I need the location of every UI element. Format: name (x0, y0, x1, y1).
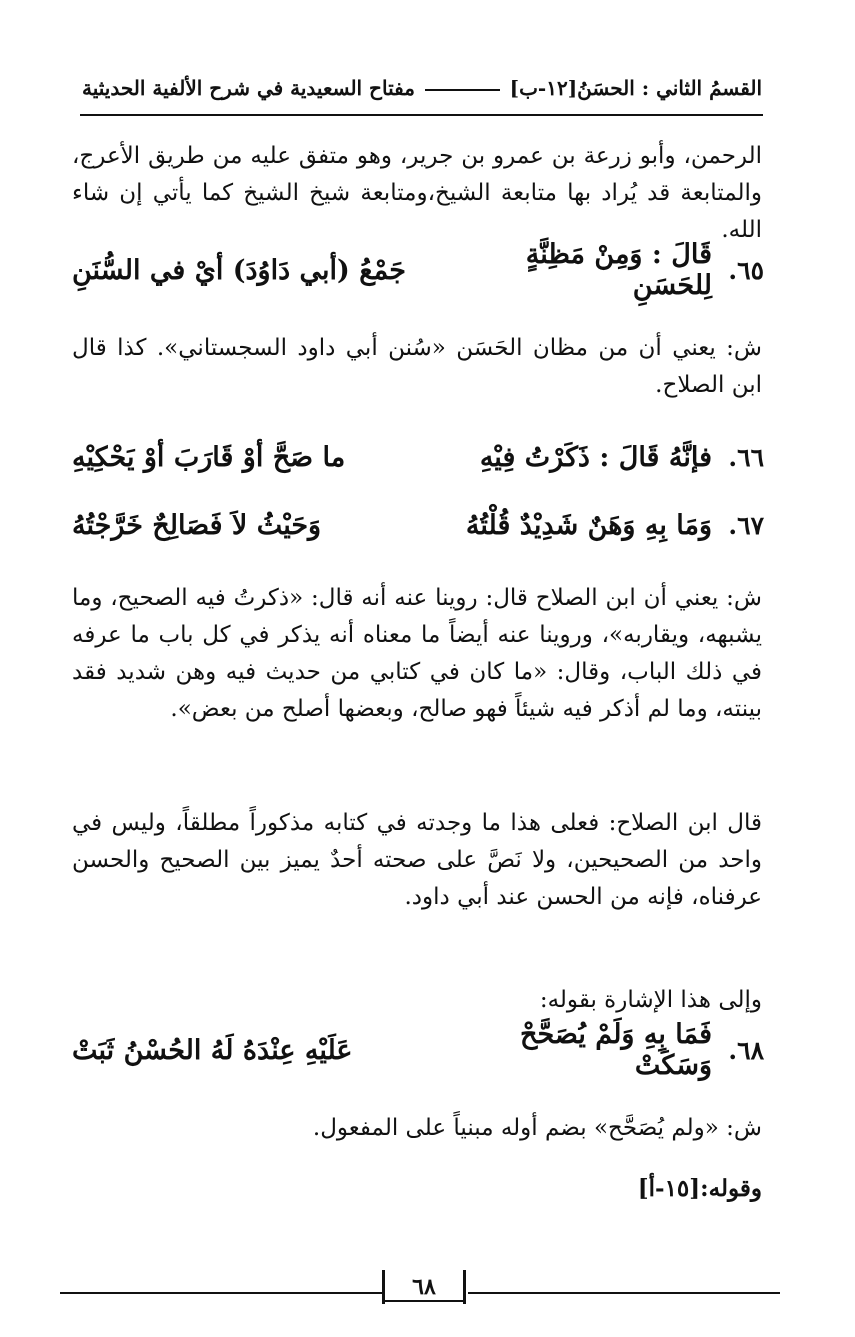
verse-number: ٦٦. (728, 442, 764, 472)
footer-rule-right (468, 1292, 780, 1294)
verse-first-hemistich: فإنَّهُ قَالَ : ذَكَرْتُ فِيْهِ (479, 441, 712, 473)
verse-first-hemistich: وَمَا بِهِ وَهَنٌ شَدِيْدٌ قُلْتُهُ (465, 509, 712, 541)
verse-second-hemistich: وَحَيْثُ لاَ فَصَالِحٌ خَرَّجْتُهُ (72, 509, 322, 541)
paragraph-6: ش: «ولم يُصَحَّح» بضم أوله مبنياً على المفعول. (312, 1115, 762, 1141)
verse-66 (72, 432, 764, 482)
header-rule (80, 114, 763, 116)
book-title: مفتاح السعيدية في شرح الألفية الحديثية (82, 76, 415, 100)
section-title: القسمُ الثاني : الحسَنُ[١٢-ب] (509, 76, 762, 100)
header-dash-line (425, 89, 500, 91)
verse-68 (72, 1019, 764, 1081)
verse-number: ٦٥. (728, 255, 764, 285)
verse-first-hemistich: قَالَ : وَمِنْ مَظِنَّةٍ لِلحَسَنِ (525, 239, 712, 301)
page-number: ٦٨ (412, 1274, 436, 1300)
verse-67 (72, 500, 764, 550)
verse-second-hemistich: جَمْعُ (أبي دَاوُدَ) أيْ في السُّنَنِ (72, 254, 406, 286)
page-number-box (382, 1270, 466, 1304)
paragraph-2: ش: يعني أن من مظان الحَسَن «سُنن أبي داود السجستاني». كذا قال ابن الصلاح. (72, 335, 762, 398)
verse-number: ٦٧. (728, 510, 764, 540)
page-footer (60, 1274, 780, 1308)
subheading: وقوله:[١٥-أ] (637, 1175, 762, 1202)
verse-second-hemistich: عَلَيْهِ عِنْدَهُ لَهُ الحُسْنُ ثَبَتْ (72, 1034, 353, 1066)
paragraph-5: وإلى هذا الإشارة بقوله: (539, 987, 762, 1013)
verse-first-hemistich: فَمَا بِهِ وَلَمْ يُصَحَّحْ وَسَكَتْ (520, 1019, 712, 1081)
running-header (82, 68, 762, 108)
verse-65 (72, 239, 764, 301)
verse-number: ٦٨. (728, 1035, 764, 1065)
paragraph-4: قال ابن الصلاح: فعلى هذا ما وجدته في كتابه مذكوراً مطلقاً، وليس في واحد من الصحيحين، ولا نَصَّ على صحته أحدٌ يميز بين الصحيح والحسن عرفناه، فإنه من الحسن عند أبي داود. (72, 810, 762, 910)
paragraph-3: ش: يعني أن ابن الصلاح قال: روينا عنه أنه قال: «ذكرتُ فيه الصحيح، وما يشبهه، ويقاربه»، وروينا عنه أيضاً ما معناه أنه يذكر في كل باب ما عرفه في ذلك الباب، وقال: «ما كان في كتابي من حديث فيه وهن شديد فقد بينته، وما لم أذكر فيه شيئاً فهو صالح، وبعضها أصلح من بعض». (72, 585, 762, 722)
footer-rule-left (60, 1292, 382, 1294)
paragraph-1: الرحمن، وأبو زرعة بن عمرو بن جرير، وهو متفق عليه من طريق الأعرج، والمتابعة قد يُراد بها متابعة الشيخ،ومتابعة شيخ الشيخ كما يأتي إن شاء الله. (72, 143, 762, 243)
verse-second-hemistich: ما صَحَّ أوْ قَارَبَ أوْ يَحْكِيْهِ (72, 441, 346, 473)
